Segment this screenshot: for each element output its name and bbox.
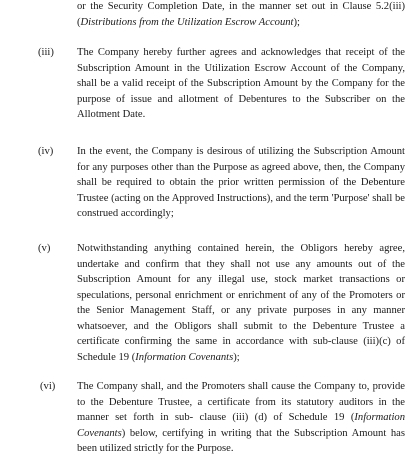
clause-italic-reference: Information Covenants [77,412,405,439]
clause-text [77,241,405,365]
clause-number: (v) [38,243,51,254]
continuation-text-after: ); [293,16,300,28]
clause-text-before: The Company shall, and the Promoters shall cause the Company to, provide to the Debenture Trustee, a certificate from its statutory auditors in the manner set forth in sub- clause (iii) (d) of Schedule 19 ( [77,381,405,423]
clause-number: (iv) [38,146,54,157]
continuation-text-before: or the Security Completion Date, in the manner set out in Clause 5.2(iii) ( [77,1,405,28]
clause-text-before: Notwithstanding anything contained herein, the Obligors hereby agree, undertake and confirm that they shall not use any amounts out of the Subscription Amount for any illegal use, stock market transactions or speculations, personal enrichment or enrichment of any of the Promoters or the Senior Management Staff, or any private purposes in any manner whatsoever, and the Obligors shall submit to the Debenture Trustee a certificate confirming the same in accordance with sub-clause (iii)(c) of Schedule 19 ( [77,243,405,363]
clause-italic-reference: Information Covenants [135,351,234,363]
clause-text [77,379,405,457]
continuation-italic-reference: Distributions from the Utilization Escrow Account [80,16,294,28]
clause-text-after: ); [233,351,240,363]
clause-number: (iii) [38,47,54,58]
clause-text-after: ) below, certifying in writing that the Subscription Amount has been utilized strictly for the Purpose. [77,427,405,454]
clause-text: The Company hereby further agrees and acknowledges that receipt of the Subscription Amount in the Utilization Escrow Account of the Company, shall be a valid receipt of the Subscription Amount by the Company for the purpose of issue and allotment of Debentures to the Subscriber on the Allotment Date. [77,47,405,120]
continuation-paragraph [77,0,405,30]
clause-text: In the event, the Company is desirous of utilizing the Subscription Amount for any purposes other than the Purpose as agreed above, then, the Company shall be required to obtain the prior written permission of the Debenture Trustee (acting on the Approved Instructions), and the term 'Purpose' shall be construed accordingly; [77,146,405,219]
clause-number: (vi) [40,381,56,392]
